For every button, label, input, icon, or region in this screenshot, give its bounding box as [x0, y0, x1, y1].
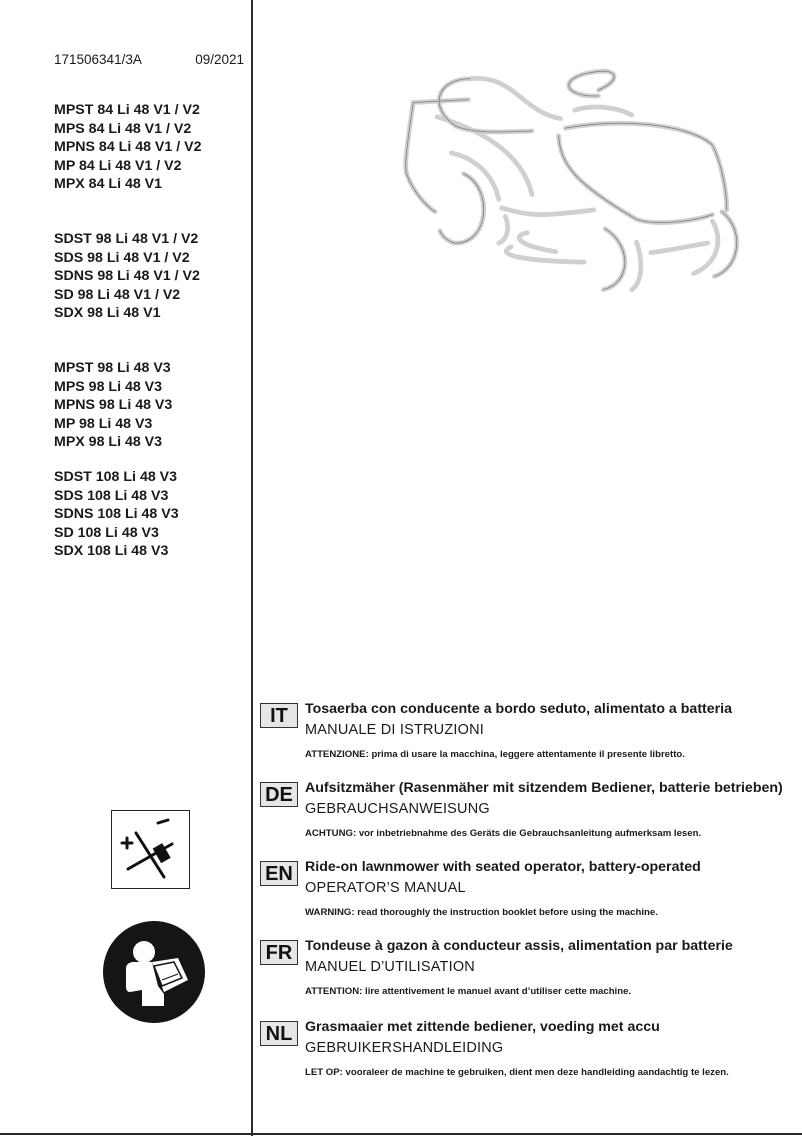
language-badge: NL [260, 1021, 298, 1046]
warning-text: ATTENZIONE: prima di usare la macchina, leggere attentamente il presente libretto. [305, 749, 685, 760]
language-badge: IT [260, 703, 298, 728]
warning-text: LET OP: vooraleer de machine te gebruiken, dient men deze handleiding aandachtig te lezen. [305, 1067, 729, 1078]
model-name: SDNS 98 Li 48 V1 / V2 [54, 268, 200, 284]
manual-type: OPERATOR’S MANUAL [305, 880, 466, 896]
model-group-4 [54, 468, 179, 561]
ride-on-mower-illustration-icon [380, 68, 760, 308]
model-name: SDX 98 Li 48 V1 [54, 305, 161, 321]
manual-type: MANUEL D’UTILISATION [305, 959, 475, 975]
language-badge: FR [260, 940, 298, 965]
product-title: Aufsitzmäher (Rasenmäher mit sitzendem Bediener, batterie betrieben) [305, 780, 783, 796]
model-name: SDST 108 Li 48 V3 [54, 469, 178, 485]
read-manual-icon [102, 920, 206, 1024]
warning-text: WARNING: read thoroughly the instruction booklet before using the machine. [305, 907, 658, 918]
document-code: 171506341/3A [54, 52, 142, 67]
manual-type: GEBRUIKERSHANDLEIDING [305, 1040, 504, 1056]
model-name: SDX 108 Li 48 V3 [54, 543, 169, 559]
model-name: MPST 98 Li 48 V3 [54, 360, 171, 376]
battery-polarity-icon [111, 810, 190, 889]
model-name: MPST 84 Li 48 V1 / V2 [54, 102, 200, 118]
model-name: SD 98 Li 48 V1 / V2 [54, 286, 181, 303]
warning-text: ATTENTION: lire attentivement le manuel avant d’utiliser cette machine. [305, 986, 632, 997]
model-name: SDNS 108 Li 48 V3 [54, 506, 179, 522]
model-name: MPNS 84 Li 48 V1 / V2 [54, 139, 202, 155]
vertical-divider [251, 0, 253, 1136]
product-title: Tondeuse à gazon à conducteur assis, alimentation par batterie [305, 938, 733, 954]
model-name: SDS 98 Li 48 V1 / V2 [54, 249, 190, 266]
model-name: MPNS 98 Li 48 V3 [54, 397, 173, 413]
product-title: Ride-on lawnmower with seated operator, battery-operated [305, 859, 701, 875]
model-name: MPX 98 Li 48 V3 [54, 434, 163, 450]
model-group-2 [54, 230, 200, 323]
document-info [54, 52, 244, 67]
battery-symbol-icon [112, 811, 188, 887]
model-name: MPX 84 Li 48 V1 [54, 176, 163, 192]
product-title: Tosaerba con conducente a bordo seduto, alimentato a batteria [305, 701, 733, 717]
manual-type: MANUALE DI ISTRUZIONI [305, 722, 485, 738]
model-name: SD 108 Li 48 V3 [54, 524, 159, 541]
model-group-3 [54, 359, 172, 452]
language-badge: EN [260, 861, 298, 886]
model-name: MPS 84 Li 48 V1 / V2 [54, 120, 192, 137]
bottom-rule [0, 1133, 802, 1135]
model-name: SDST 98 Li 48 V1 / V2 [54, 231, 199, 247]
model-name: MPS 98 Li 48 V3 [54, 378, 163, 395]
warning-text: ACHTUNG: vor inbetriebnahme des Geräts die Gebrauchsanleitung aufmerksam lesen. [305, 828, 702, 839]
model-name: MP 98 Li 48 V3 [54, 415, 153, 432]
model-name: MP 84 Li 48 V1 / V2 [54, 157, 182, 174]
product-title: Grasmaaier met zittende bediener, voeding met accu [305, 1019, 660, 1035]
document-date: 09/2021 [195, 52, 244, 67]
language-badge: DE [260, 782, 298, 807]
manual-type: GEBRAUCHSANWEISUNG [305, 801, 490, 817]
model-name: SDS 108 Li 48 V3 [54, 487, 169, 504]
model-group-1 [54, 101, 201, 194]
